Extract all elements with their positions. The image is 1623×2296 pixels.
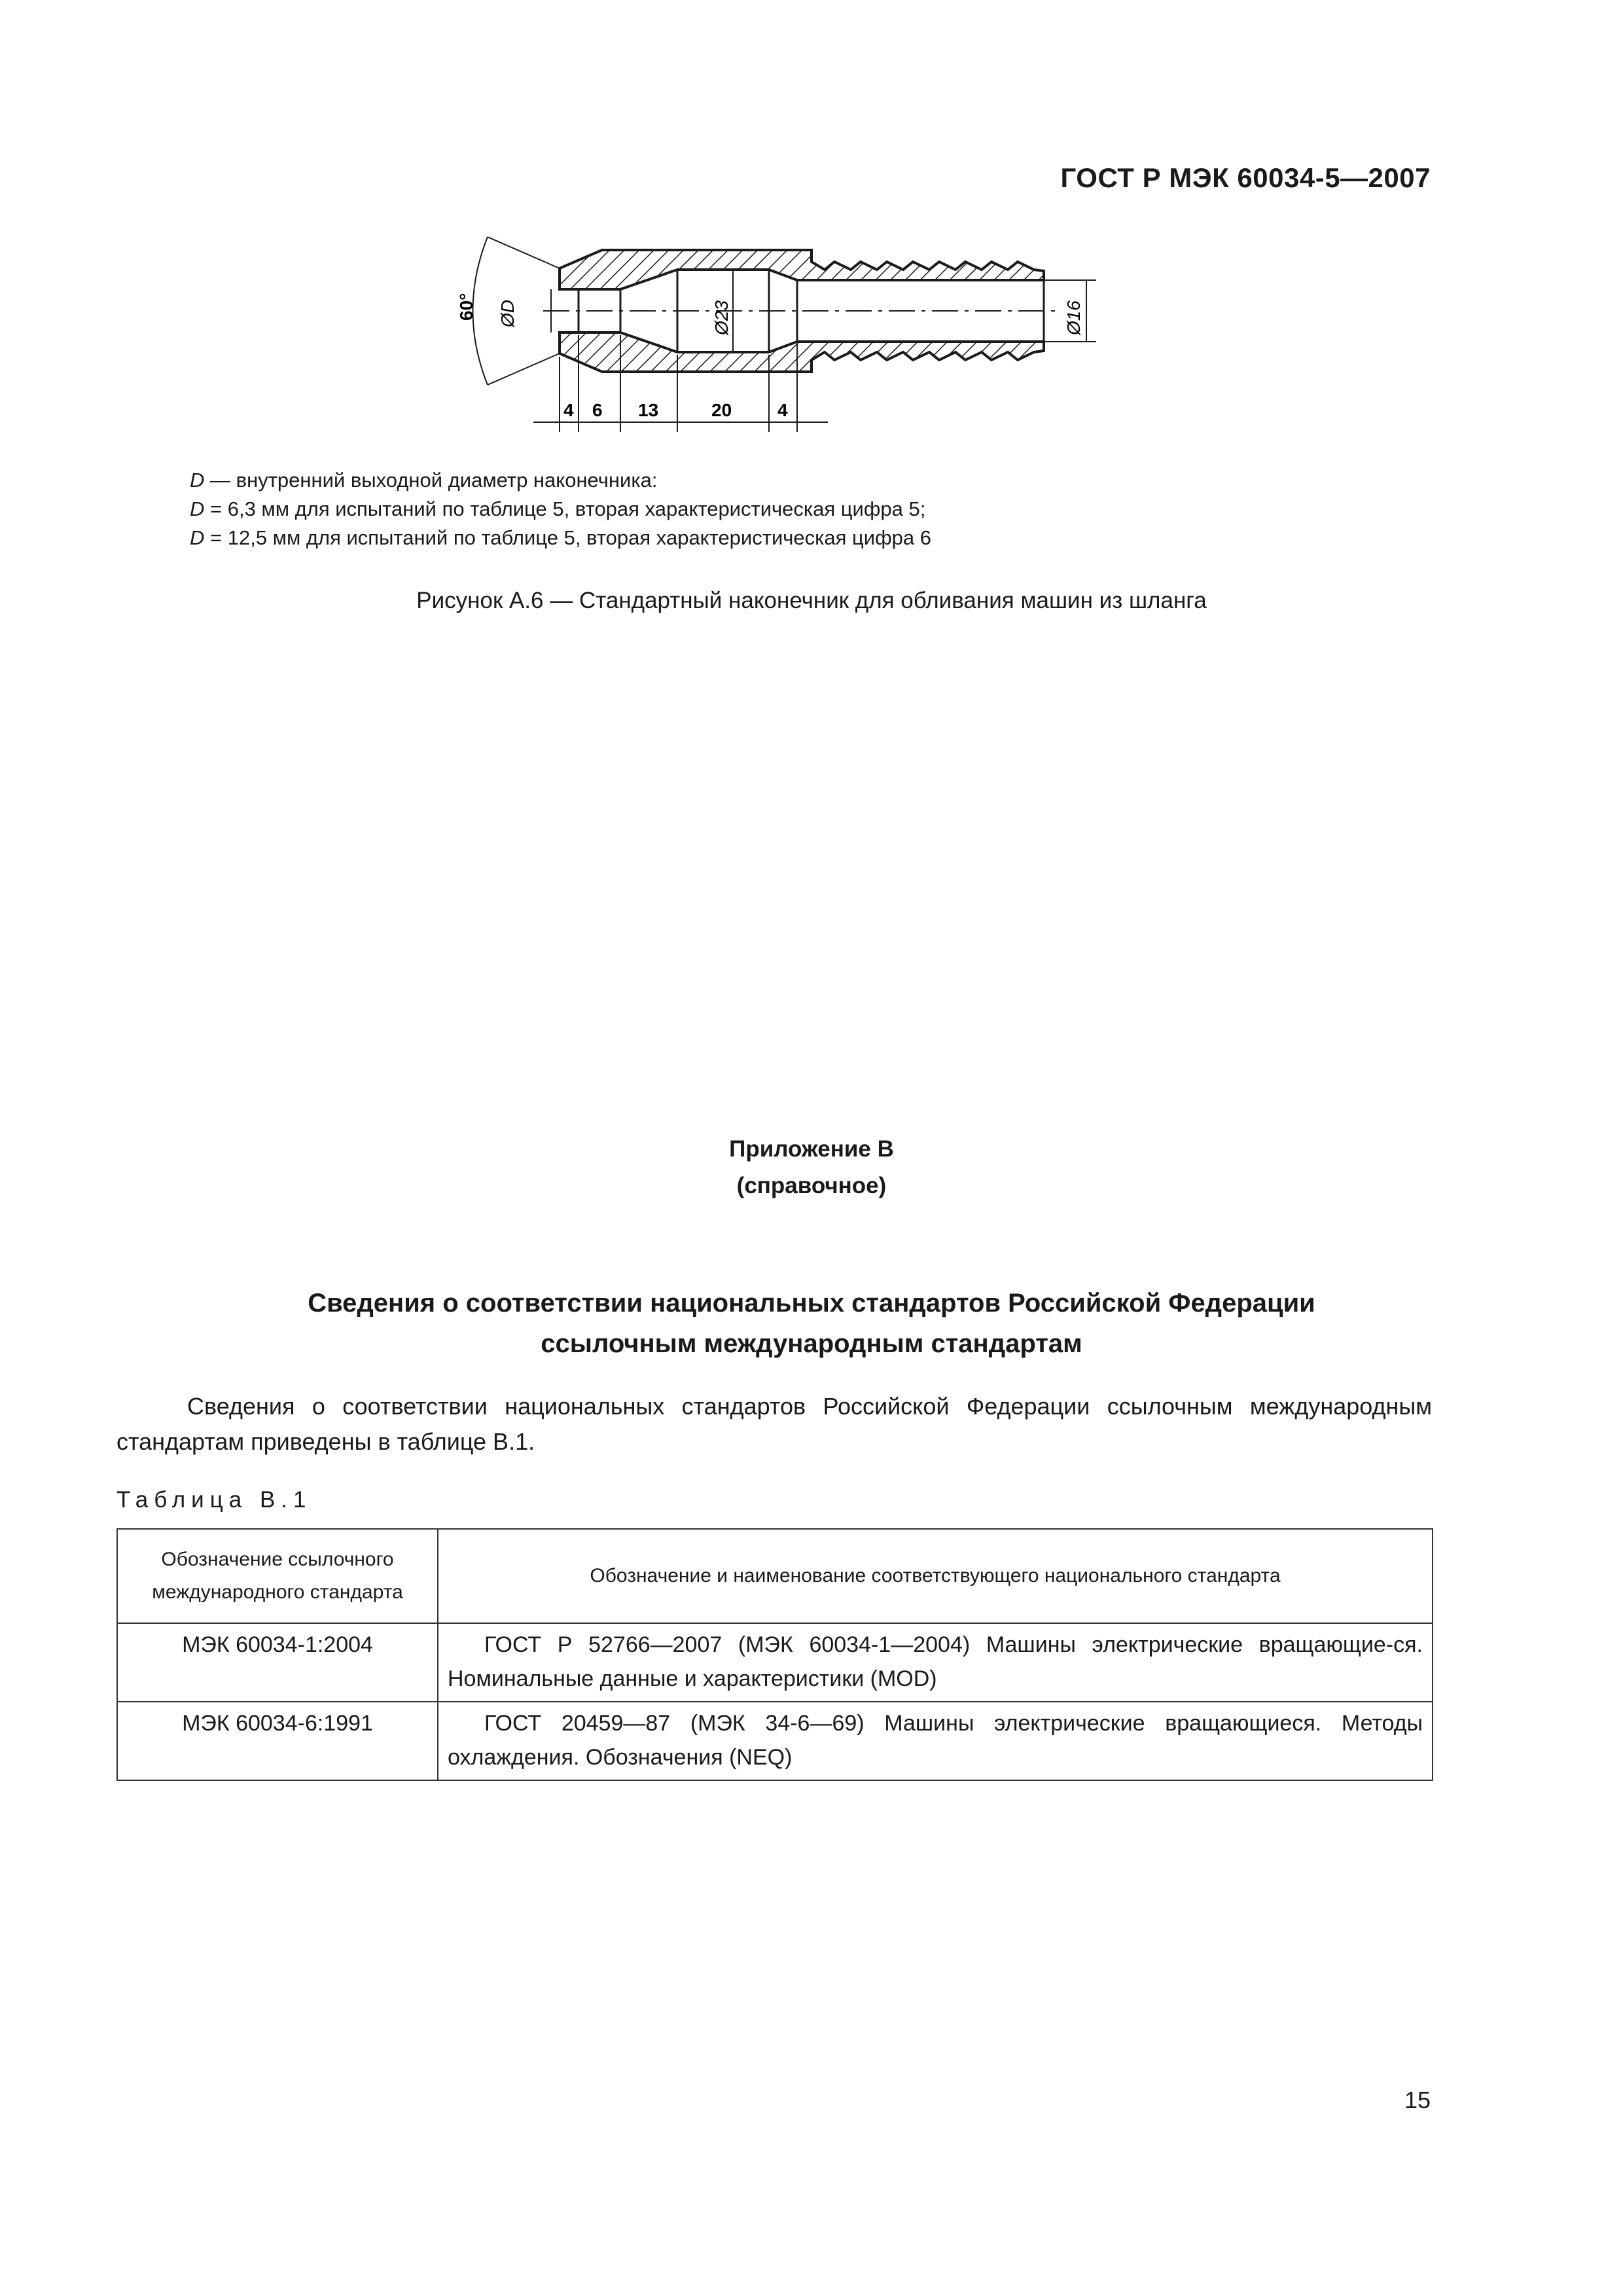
page-number: 15 — [1404, 2087, 1431, 2113]
nozzle-drawing — [445, 226, 1132, 448]
dim-main-diameter-label: Ø23 — [711, 300, 732, 335]
cell-national-standard: ГОСТ 20459—87 (МЭК 34-6—69) Машины электрические вращающиеся. Методы охлаждения. Обозначения (NEQ) — [438, 1702, 1433, 1780]
annex-subtitle: (справочное) — [736, 1173, 887, 1198]
dim-angle-label: 60° — [456, 293, 476, 321]
dim-hose-diameter-label: Ø16 — [1063, 300, 1084, 335]
table-header-row — [117, 1529, 1433, 1623]
section-title-line-2: ссылочным международным стандартам — [541, 1329, 1082, 1358]
table-row — [117, 1623, 1433, 1702]
table-label: Таблица В.1 — [116, 1487, 312, 1513]
annex-title: Приложение В — [729, 1136, 894, 1162]
dim-length-4: 20 — [711, 400, 732, 420]
figure-note-2: D = 6,3 мм для испытаний по таблице 5, вторая характеристическая цифра 5; — [190, 497, 926, 520]
dim-outlet-diameter-label: ØD — [497, 300, 518, 327]
dim-length-3: 13 — [638, 400, 659, 420]
dim-length-1: 4 — [563, 400, 574, 420]
cell-international-standard: МЭК 60034-6:1991 — [117, 1702, 438, 1780]
figure-caption: Рисунок А.6 — Стандартный наконечник для обливания машин из шланга — [416, 588, 1207, 613]
figure-note-1: D — внутренний выходной диаметр наконечника: — [190, 469, 658, 492]
intro-paragraph: Сведения о соответствии национальных стандартов Российской Федерации ссылочным международным стандартам приведены в таблице В.1. — [116, 1393, 1432, 1455]
document-code-header: ГОСТ Р МЭК 60034-5—2007 — [1060, 162, 1431, 193]
figure-note-3: D = 12,5 мм для испытаний по таблице 5, вторая характеристическая цифра 6 — [190, 526, 931, 549]
col-header-national: Обозначение и наименование соответствующего национального стандарта — [438, 1529, 1433, 1623]
cell-international-standard: МЭК 60034-1:2004 — [117, 1623, 438, 1702]
annex-heading — [0, 1131, 1623, 1204]
table-row — [117, 1702, 1433, 1780]
section-heading — [0, 1283, 1623, 1364]
section-title-line-1: Сведения о соответствии национальных стандартов Российской Федерации — [308, 1289, 1315, 1318]
standards-table — [116, 1528, 1433, 1781]
dim-length-5: 4 — [777, 400, 788, 420]
dim-length-2: 6 — [592, 400, 603, 420]
col-header-international: Обозначение ссылочного международного стандарта — [117, 1529, 438, 1623]
cell-national-standard: ГОСТ Р 52766—2007 (МЭК 60034-1—2004) Машины электрические вращающие-ся. Номинальные данные и характеристики (MOD) — [438, 1623, 1433, 1702]
